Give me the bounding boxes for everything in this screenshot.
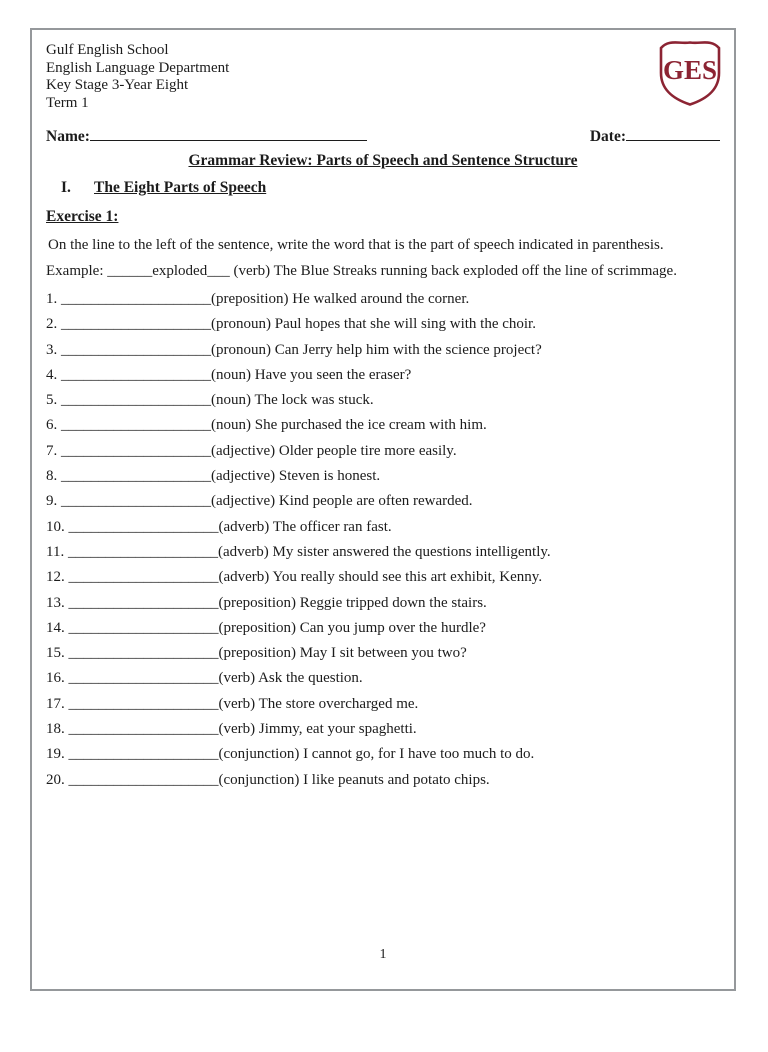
item-sentence: May I sit between you two? [299, 645, 467, 662]
item-number: 13. [46, 594, 65, 611]
item-blank-line: ____________________ [68, 771, 219, 788]
item-part-of-speech: (preposition) [218, 594, 296, 611]
item-blank-line: ____________________ [68, 619, 219, 636]
exercise-item [46, 543, 720, 561]
date-field [590, 127, 720, 145]
exercise-item [46, 669, 720, 687]
item-blank-line: ____________________ [68, 695, 219, 712]
example-line [46, 263, 720, 280]
item-number: 11. [46, 543, 65, 560]
item-part-of-speech: (adverb) [217, 543, 269, 560]
item-sentence: You really should see this art exhibit, Kenny. [272, 569, 543, 586]
item-sentence: My sister answered the questions intelligently. [272, 543, 551, 560]
name-field [46, 127, 367, 145]
item-blank-line: ____________________ [68, 518, 219, 535]
item-sentence: Can you jump over the hurdle? [299, 619, 486, 636]
item-number: 20. [46, 771, 65, 788]
item-number: 12. [46, 569, 65, 586]
item-sentence: I like peanuts and potato chips. [303, 771, 490, 788]
item-part-of-speech: (adjective) [211, 493, 276, 510]
item-part-of-speech: (adverb) [218, 518, 270, 535]
item-blank-line: ____________________ [68, 670, 219, 687]
item-number: 18. [46, 721, 65, 738]
exercise-item [46, 518, 720, 536]
item-sentence: Reggie tripped down the stairs. [299, 594, 487, 611]
example-blank: ______exploded___ [107, 263, 230, 279]
section-heading-row [46, 179, 720, 197]
page-number: 1 [379, 947, 387, 962]
item-part-of-speech: (noun) [211, 417, 251, 434]
exercise-heading: Exercise 1: [46, 208, 119, 225]
exercise-item [46, 341, 720, 359]
item-sentence: The lock was stuck. [254, 392, 374, 409]
item-sentence: Can Jerry help him with the science project? [274, 341, 542, 358]
item-number: 8. [46, 468, 58, 485]
item-blank-line: ____________________ [61, 366, 211, 383]
exercise-item [46, 442, 720, 460]
exercise-item [46, 720, 720, 738]
item-number: 15. [46, 645, 65, 662]
item-part-of-speech: (verb) [218, 695, 256, 712]
item-part-of-speech: (pronoun) [211, 316, 271, 333]
worksheet-page [30, 28, 736, 991]
item-part-of-speech: (conjunction) [218, 771, 300, 788]
item-number: 19. [46, 746, 65, 763]
item-part-of-speech: (adjective) [211, 442, 276, 459]
item-blank-line: ____________________ [68, 594, 219, 611]
item-blank-line: ____________________ [67, 543, 218, 560]
exercise-item [46, 391, 720, 409]
item-number: 16. [46, 670, 65, 687]
item-number: 10. [46, 518, 65, 535]
item-blank-line: ____________________ [68, 746, 219, 763]
exercise-item [46, 492, 720, 510]
name-label: Name: [46, 128, 90, 145]
key-stage: Key Stage 3-Year Eight [46, 77, 189, 93]
exercise-item [46, 771, 720, 789]
item-number: 9. [46, 493, 58, 510]
exercise-item [46, 568, 720, 586]
item-sentence: Kind people are often rewarded. [278, 493, 473, 510]
item-blank-line: ____________________ [61, 291, 211, 307]
item-sentence: I cannot go, for I have too much to do. [303, 746, 535, 763]
example-part: (verb) [233, 263, 271, 279]
item-part-of-speech: (noun) [211, 392, 251, 409]
exercise-item [46, 366, 720, 384]
item-part-of-speech: (adverb) [218, 569, 270, 586]
exercise-list [46, 290, 720, 789]
department-name: English Language Department [46, 59, 230, 76]
exercise-item [46, 467, 720, 485]
item-sentence: Have you seen the eraser? [254, 366, 412, 383]
item-sentence: Ask the question. [258, 670, 363, 687]
item-part-of-speech: (preposition) [218, 619, 296, 636]
exercise-item [46, 644, 720, 662]
item-blank-line: ____________________ [68, 569, 219, 586]
exercise-item [46, 416, 720, 434]
item-number: 17. [46, 695, 65, 712]
item-blank-line: ____________________ [68, 721, 219, 738]
item-number: 3. [46, 341, 58, 358]
item-sentence: He walked around the corner. [292, 291, 470, 307]
item-part-of-speech: (verb) [218, 721, 256, 738]
section-heading: The Eight Parts of Speech [94, 179, 267, 196]
term: Term 1 [46, 94, 89, 111]
item-number: 2. [46, 316, 58, 333]
section-numeral: I. [61, 179, 71, 196]
exercise-item [46, 619, 720, 637]
item-blank-line: ____________________ [61, 417, 211, 434]
document-header [46, 42, 720, 112]
school-logo [656, 34, 724, 108]
item-blank-line: ____________________ [61, 493, 211, 510]
item-number: 6. [46, 417, 58, 434]
document-title: Grammar Review: Parts of Speech and Sentence Structure [188, 152, 578, 169]
logo-text: GES [662, 55, 718, 85]
item-sentence: She purchased the ice cream with him. [254, 417, 487, 434]
item-blank-line: ____________________ [61, 468, 211, 485]
item-part-of-speech: (conjunction) [218, 746, 300, 763]
item-blank-line: ____________________ [61, 316, 211, 333]
item-sentence: The store overcharged me. [258, 695, 419, 712]
item-sentence: Steven is honest. [278, 468, 381, 485]
example-label: Example: [46, 263, 104, 279]
item-number: 5. [46, 392, 58, 409]
item-sentence: Older people tire more easily. [278, 442, 457, 459]
item-blank-line: ____________________ [68, 645, 219, 662]
date-label: Date: [589, 128, 626, 145]
example-sentence: The Blue Streaks running back exploded off the line of scrimmage. [273, 263, 677, 279]
item-part-of-speech: (adjective) [211, 468, 276, 485]
exercise-item [46, 695, 720, 713]
item-number: 7. [46, 442, 58, 459]
item-number: 14. [46, 619, 65, 636]
name-date-row [46, 127, 720, 145]
date-input-line [626, 127, 720, 141]
item-part-of-speech: (preposition) [218, 645, 296, 662]
school-name: Gulf English School [46, 42, 169, 58]
item-sentence: Paul hopes that she will sing with the choir. [274, 316, 536, 333]
exercise-item [46, 594, 720, 612]
exercise-item [46, 315, 720, 333]
item-part-of-speech: (pronoun) [211, 341, 271, 358]
item-number: 4. [46, 366, 58, 383]
item-blank-line: ____________________ [61, 442, 211, 459]
exercise-item [46, 745, 720, 763]
item-part-of-speech: (noun) [211, 366, 251, 383]
item-sentence: The officer ran fast. [272, 518, 392, 535]
exercise-item [46, 290, 720, 308]
exercise-instructions: On the line to the left of the sentence, write the word that is the part of speech indicated in parenthesis. [48, 237, 664, 253]
item-part-of-speech: (verb) [218, 670, 256, 687]
name-input-line [90, 127, 367, 141]
item-number: 1. [46, 291, 58, 307]
item-blank-line: ____________________ [61, 392, 211, 409]
item-sentence: Jimmy, eat your spaghetti. [258, 721, 417, 738]
item-part-of-speech: (preposition) [211, 291, 289, 307]
item-blank-line: ____________________ [61, 341, 211, 358]
